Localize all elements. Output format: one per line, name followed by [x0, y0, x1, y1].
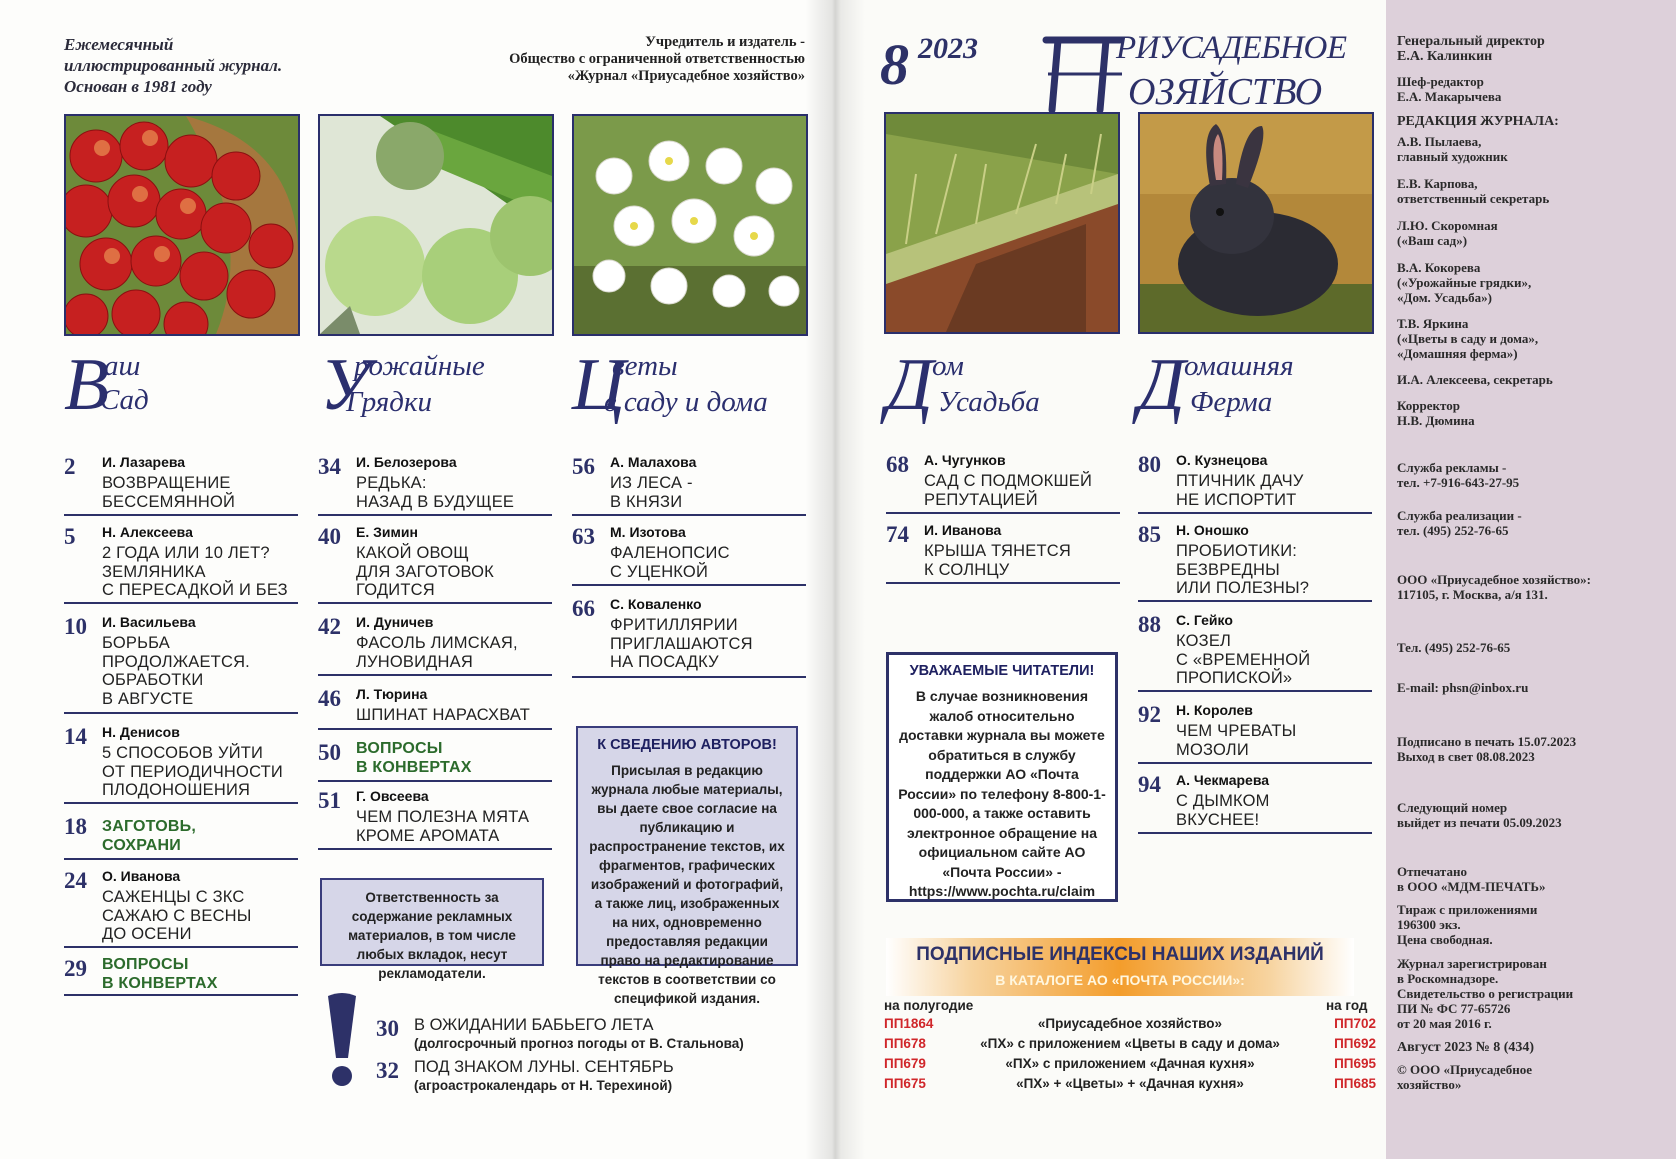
page-number: 30 — [376, 1016, 399, 1041]
issue-number — [880, 30, 1060, 100]
section-dom-usadba — [886, 344, 1126, 434]
subscription-title: ПОДПИСНЫЕ ИНДЕКСЫ НАШИХ ИЗДАНИЙ — [916, 944, 1324, 965]
section-initial: Д — [886, 344, 934, 426]
toc-entry[interactable] — [572, 452, 806, 516]
page-number: 88 — [1138, 612, 1161, 637]
next-issue-date: Следующий номер выйдет из печати 05.09.2023 — [1397, 800, 1562, 830]
subscription-row — [884, 1056, 1376, 1074]
article-title: ФАЛЕНОПСИС С УЦЕНКОЙ — [610, 544, 730, 581]
subscription-table — [884, 1016, 1376, 1096]
toc-entry[interactable] — [64, 954, 298, 996]
page-number: 29 — [64, 956, 87, 981]
toc-entry[interactable] — [886, 520, 1120, 584]
section-urozhainye-gryadki — [320, 344, 560, 434]
page-number: 14 — [64, 724, 87, 749]
article-title: С ДЫМКОМ ВКУСНЕЕ! — [1176, 792, 1270, 829]
section-initial: Д — [1138, 344, 1186, 426]
article-author: С. Коваленко — [610, 596, 702, 612]
section-cvety — [572, 344, 832, 434]
toc-entry[interactable] — [318, 612, 552, 676]
article-author: О. Кузнецова — [1176, 452, 1268, 468]
publisher-line: Общество с ограниченной ответственностью — [509, 51, 805, 67]
article-title: 5 СПОСОБОВ УЙТИ ОТ ПЕРИОДИЧНОСТИ ПЛОДОНОШЕНИЯ — [102, 744, 283, 799]
article-author: Н. Алексеева — [102, 524, 193, 540]
article-title: САЖЕНЦЫ С ЗКС САЖАЮ С ВЕСНЫ ДО ОСЕНИ — [102, 888, 252, 943]
toc-column-dom-usadba — [886, 450, 1120, 590]
section-word: Сад — [100, 384, 149, 416]
ads-service: Служба рекламы - тел. +7-916-643-27-95 — [1397, 460, 1520, 490]
section-vash-sad — [64, 344, 294, 434]
toc-entry[interactable] — [64, 612, 298, 714]
article-author: И. Иванова — [924, 522, 1002, 538]
toc-entry[interactable] — [1138, 610, 1372, 692]
article-title: ЗАГОТОВЬ, СОХРАНИ — [102, 818, 197, 854]
article-title: ВОПРОСЫ В КОНВЕРТАХ — [102, 956, 218, 992]
article-author: Г. Овсеева — [356, 788, 429, 804]
article-author: М. Изотова — [610, 524, 686, 540]
green-roof-photo — [884, 112, 1120, 334]
page-number: 50 — [318, 740, 341, 765]
staff-member: В.А. Кокорева («Урожайные грядки», «Дом. Усадьба») — [1397, 260, 1532, 305]
page-number: 94 — [1138, 772, 1161, 797]
tagline — [64, 34, 282, 97]
publication-name: «ПХ» с приложением «Дачная кухня» — [1005, 1056, 1255, 1071]
article-author: Н. Оношко — [1176, 522, 1249, 538]
article-author: О. Иванова — [102, 868, 181, 884]
left-page — [0, 0, 835, 1159]
article-author: И. Белозерова — [356, 454, 457, 470]
tagline-line: иллюстрированный журнал. — [64, 56, 283, 75]
toc-column-domashnyaya-ferma — [1138, 450, 1372, 840]
toc-entry[interactable] — [572, 522, 806, 586]
toc-entry[interactable] — [318, 786, 552, 850]
article-title: ВОПРОСЫ В КОНВЕРТАХ — [356, 740, 472, 776]
subscription-row — [884, 1016, 1376, 1034]
authors-notice-box — [576, 726, 798, 1006]
publisher-line: Учредитель и издатель - — [645, 34, 805, 50]
section-word: ом — [932, 350, 964, 382]
article-author: С. Гейко — [1176, 612, 1233, 628]
article-title: ШПИНАТ НАРАСХВАТ — [356, 706, 531, 724]
page-number: 66 — [572, 596, 595, 621]
toc-entry[interactable] — [1138, 450, 1372, 514]
toc-entry[interactable] — [318, 684, 552, 730]
general-director: Генеральный директор Е.А. Калинкин — [1397, 34, 1545, 64]
page-number: 18 — [64, 814, 87, 839]
subscription-year-label: на год — [1326, 998, 1368, 1013]
index-year: ПП702 — [1334, 1016, 1376, 1031]
page-number: 63 — [572, 524, 595, 549]
subscription-row — [884, 1036, 1376, 1054]
toc-entry[interactable] — [64, 812, 298, 860]
issue-line: Август 2023 № 8 (434) — [1397, 1040, 1535, 1055]
toc-column-vash-sad — [64, 452, 298, 992]
section-word: в саду и дома — [604, 386, 768, 418]
page-number: 2 — [64, 454, 76, 479]
page-number: 10 — [64, 614, 87, 639]
subscription-banner — [886, 938, 1354, 996]
page-number: 42 — [318, 614, 341, 639]
authors-notice-text: Присылая в редакцию журнала любые материалы, вы даете свое согласие на публикацию и распространение текстов, их фрагментов, графических изображений и фотографий, а также лиц, изображенных на них, одновременно предоставляя редакции право на редактирование текстов в соответствии со спецификой издания. — [589, 763, 785, 1006]
page-number: 85 — [1138, 522, 1161, 547]
toc-column-cvety — [572, 452, 806, 682]
page-number: 5 — [64, 524, 76, 549]
masthead-line2: ОЗЯЙСТВО — [1128, 71, 1323, 113]
page-number: 51 — [318, 788, 341, 813]
toc-entry[interactable] — [64, 866, 298, 948]
publication-name: «ПХ» с приложением «Цветы в саду и дома» — [980, 1036, 1280, 1051]
page-number: 32 — [376, 1058, 399, 1083]
subscription-subtitle: В КАТАЛОГЕ АО «ПОЧТА РОССИИ»: — [995, 972, 1245, 988]
page-number: 34 — [318, 454, 341, 479]
index-year: ПП692 — [1334, 1036, 1376, 1051]
article-title: БОРЬБА ПРОДОЛЖАЕТСЯ. ОБРАБОТКИ В АВГУСТЕ — [102, 634, 250, 708]
proofreader: Корректор Н.В. Дюмина — [1397, 398, 1475, 428]
article-author: А. Чугунков — [924, 452, 1006, 468]
article-author: Н. Королев — [1176, 702, 1253, 718]
index-year: ПП695 — [1334, 1056, 1376, 1071]
index-half: ПП675 — [884, 1076, 926, 1091]
magazine-logo — [1040, 26, 1360, 116]
toc-entry[interactable] — [64, 452, 298, 516]
print-run: Тираж с приложениями 196300 экз. Цена свободная. — [1397, 902, 1538, 947]
staff-member: И.А. Алексеева, секретарь — [1397, 372, 1553, 387]
flowers-photo — [572, 114, 808, 336]
page-number: 46 — [318, 686, 341, 711]
article-title: ВОЗВРАЩЕНИЕ БЕССЕМЯННОЙ — [102, 474, 236, 511]
issue-year: 2023 — [918, 32, 978, 65]
article-author: Е. Зимин — [356, 524, 418, 540]
masthead-line1: РИУСАДЕБНОЕ — [1116, 30, 1347, 66]
section-initial: В — [64, 344, 110, 426]
toc-column-urozhainye-gryadki — [318, 452, 552, 852]
article-title: ПОД ЗНАКОМ ЛУНЫ. СЕНТЯБРЬ — [414, 1058, 674, 1076]
section-word: омашняя — [1184, 350, 1294, 382]
toc-entry[interactable] — [64, 722, 298, 804]
article-title: ИЗ ЛЕСА - В КНЯЗИ — [610, 474, 693, 511]
index-half: ПП679 — [884, 1056, 926, 1071]
article-title: КАКОЙ ОВОЩ ДЛЯ ЗАГОТОВОК ГОДИТСЯ — [356, 544, 494, 599]
toc-entry[interactable] — [64, 522, 298, 604]
article-author: И. Дуничев — [356, 614, 434, 630]
redaction-heading: РЕДАКЦИЯ ЖУРНАЛА: — [1397, 114, 1559, 129]
toc-entry[interactable] — [318, 522, 552, 604]
section-word: рожайные — [354, 350, 485, 382]
article-author: Л. Тюрина — [356, 686, 428, 702]
article-title: ЧЕМ ЧРЕВАТЫ МОЗОЛИ — [1176, 722, 1297, 759]
article-author: И. Васильева — [102, 614, 196, 630]
company-email[interactable]: E-mail: phsn@inbox.ru — [1397, 680, 1529, 695]
section-word: аш — [104, 350, 141, 382]
article-title: ФАСОЛЬ ЛИМСКАЯ, ЛУНОВИДНАЯ — [356, 634, 518, 671]
publication-name: «ПХ» + «Цветы» + «Дачная кухня» — [1016, 1076, 1244, 1091]
page-number: 40 — [318, 524, 341, 549]
article-author: Н. Денисов — [102, 724, 180, 740]
page-number: 56 — [572, 454, 595, 479]
toc-entry[interactable] — [1138, 700, 1372, 764]
printing-house: Отпечатано в ООО «МДМ-ПЕЧАТЬ» — [1397, 864, 1546, 894]
article-note: (агроастрокалендарь от Н. Терехиной) — [414, 1078, 673, 1093]
responsibility-box — [320, 878, 544, 981]
readers-notice-title: УВАЖАЕМЫЕ ЧИТАТЕЛИ! — [909, 663, 1095, 679]
article-title: КОЗЕЛ С «ВРЕМЕННОЙ ПРОПИСКОЙ» — [1176, 632, 1311, 687]
responsibility-text: Ответственность за содержание рекламных материалов, в том числе любых вкладок, несут рекламодатели. — [348, 890, 516, 981]
article-author: А. Малахова — [610, 454, 697, 470]
section-word: Усадьба — [938, 386, 1040, 418]
article-title: ПРОБИОТИКИ: БЕЗВРЕДНЫ ИЛИ ПОЛЕЗНЫ? — [1176, 542, 1310, 597]
section-word: веты — [612, 350, 678, 382]
staff-member: А.В. Пылаева, главный художник — [1397, 134, 1508, 164]
article-title: 2 ГОДА ИЛИ 10 ЛЕТ? ЗЕМЛЯНИКА С ПЕРЕСАДКОЙ И БЕЗ — [102, 544, 288, 599]
readers-notice-box — [886, 652, 1118, 902]
section-word: Ферма — [1190, 386, 1273, 418]
section-initial: У — [320, 344, 370, 426]
publisher-info — [425, 34, 805, 85]
sales-service: Служба реализации - тел. (495) 252-76-65 — [1397, 508, 1522, 538]
print-dates: Подписано в печать 15.07.2023 Выход в свет 08.08.2023 — [1397, 734, 1577, 764]
publisher-line: «Журнал «Приусадебное хозяйство» — [567, 68, 805, 84]
exclamation-icon — [322, 992, 362, 1092]
page-number: 74 — [886, 522, 909, 547]
article-title: В ОЖИДАНИИ БАБЬЕГО ЛЕТА — [414, 1016, 654, 1034]
tagline-line: Ежемесячный — [64, 35, 174, 54]
index-half: ПП1864 — [884, 1016, 934, 1031]
toc-entry[interactable] — [318, 452, 552, 516]
staff-member: Е.В. Карпова, ответственный секретарь — [1397, 176, 1550, 206]
apples-photo — [64, 114, 300, 336]
page-number: 80 — [1138, 452, 1161, 477]
section-initial: Ц — [572, 344, 626, 426]
chief-editor: Шеф-редактор Е.А. Макарычева — [1397, 74, 1502, 104]
toc-entry[interactable] — [572, 594, 806, 678]
subscription-half-label: на полугодие — [884, 998, 974, 1013]
subscription-row — [884, 1076, 1376, 1094]
section-word: Грядки — [346, 386, 433, 418]
article-title: САД С ПОДМОКШЕЙ РЕПУТАЦИЕЙ — [924, 472, 1093, 509]
staff-member: Л.Ю. Скоромная («Ваш сад») — [1397, 218, 1498, 248]
readers-notice-text: В случае возникновения жалоб относительно доставки журнала вы можете обратиться в службу поддержки АО «Почта России» по телефону 8-800-1-000-000, а также оставить электронное обращение на официальном сайте АО «Почта России» - https://www.pochta.ru/claim — [898, 688, 1106, 899]
authors-notice-title: К СВЕДЕНИЮ АВТОРОВ! — [597, 737, 777, 753]
registration-info: Журнал зарегистрирован в Роскомнадзоре. Свидетельство о регистрации ПИ № ФС 77-65726 от 20 мая 2016 г. — [1397, 956, 1574, 1031]
article-title: КРЫША ТЯНЕТСЯ К СОЛНЦУ — [924, 542, 1071, 579]
index-half: ПП678 — [884, 1036, 926, 1051]
toc-entry[interactable] — [886, 450, 1120, 514]
page-number: 24 — [64, 868, 87, 893]
article-title: ЧЕМ ПОЛЕЗНА МЯТА КРОМЕ АРОМАТА — [356, 808, 530, 845]
rabbit-photo — [1138, 112, 1374, 334]
toc-entry[interactable] — [1138, 770, 1372, 834]
issue-month: 8 — [880, 32, 909, 97]
tagline-line: Основан в 1981 году — [64, 77, 212, 96]
article-note: (долгосрочный прогноз погоды от В. Стальнова) — [414, 1036, 744, 1051]
staff-member: Т.В. Яркина («Цветы в саду и дома», «Домашняя ферма») — [1397, 316, 1539, 361]
company-address: ООО «Приусадебное хозяйство»: 117105, г. Москва, а/я 131. — [1397, 572, 1591, 602]
page-number: 68 — [886, 452, 909, 477]
page-number: 92 — [1138, 702, 1161, 727]
toc-entry[interactable] — [1138, 520, 1372, 602]
section-domashnyaya-ferma — [1138, 344, 1378, 434]
article-author: И. Лазарева — [102, 454, 186, 470]
article-title: ПТИЧНИК ДАЧУ НЕ ИСПОРТИТ — [1176, 472, 1304, 509]
article-title: ФРИТИЛЛЯРИИ ПРИГЛАШАЮТСЯ НА ПОСАДКУ — [610, 616, 753, 671]
toc-entry[interactable] — [318, 738, 552, 782]
radish-photo — [318, 114, 554, 336]
article-title: РЕДЬКА: НАЗАД В БУДУЩЕЕ — [356, 474, 515, 511]
copyright: © ООО «Приусадебное хозяйство» — [1397, 1062, 1533, 1092]
index-year: ПП685 — [1334, 1076, 1376, 1091]
article-author: А. Чекмарева — [1176, 772, 1270, 788]
company-phone: Тел. (495) 252-76-65 — [1397, 640, 1511, 655]
publication-name: «Приусадебное хозяйство» — [1037, 1016, 1223, 1031]
